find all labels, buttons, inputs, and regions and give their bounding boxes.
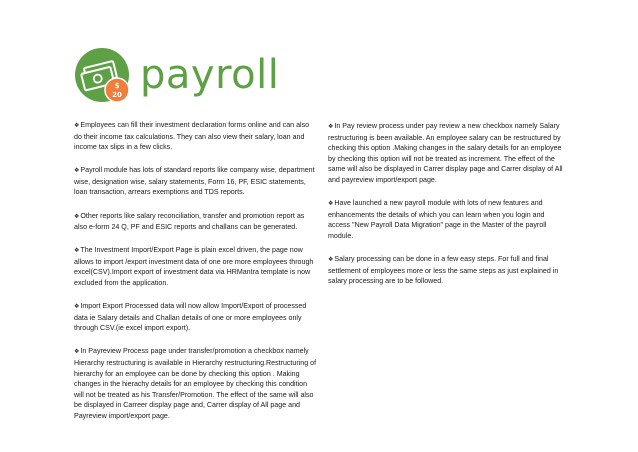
paragraph-text: Salary processing can be done in a few easy steps. For full and final settlement of employees more or less the same steps as just explained in salary processing are to be followed. — [328, 254, 559, 286]
left-paragraph-5 — [74, 301, 317, 334]
diamond-bullet-icon: ❖ — [74, 168, 80, 175]
logo-text: payroll — [140, 52, 280, 98]
right-paragraph-1 — [328, 121, 566, 186]
paragraph-text: In Payreview Process page under transfer/promotion a checkbox namely Hierarchy restructuring is available in Hierarchy restructuring.Restructuring of hierarchy for an employee can be done by checking this option . Making changes in the hierachy details for an employee by checking this condition will not be treated as his Transfer/Promotion. The effect of the same will also be displayed in Carreer display page and, Carrer display of All page and Payreview import/export page. — [74, 347, 317, 420]
left-paragraph-6 — [74, 346, 317, 421]
diamond-bullet-icon: ❖ — [74, 349, 80, 356]
paragraph-text: Import Export Processed data will now allow Import/Export of processed data ie Salary details and Challan details of one or more employees only through CSV.(ie excel import export). — [74, 302, 307, 333]
diamond-bullet-icon: ❖ — [74, 213, 80, 220]
paragraph-text: The Investment Import/Export Page is plain excel driven, the page now allows to import /export investment data of one ore more employees through excel(CSV).Import export of investment data via HRMantra template is now excluded from the application. — [74, 246, 314, 288]
diamond-bullet-icon: ❖ — [74, 304, 80, 311]
left-paragraph-3 — [74, 211, 317, 233]
badge-text: 20 — [112, 91, 122, 99]
payroll-logo — [74, 47, 314, 107]
right-paragraph-3 — [328, 254, 566, 287]
left-paragraph-2 — [74, 165, 317, 198]
diamond-bullet-icon: ❖ — [328, 201, 334, 208]
right-column — [328, 121, 566, 299]
diamond-bullet-icon: ❖ — [328, 256, 334, 263]
diamond-bullet-icon: ❖ — [74, 123, 80, 129]
svg-text:$: $ — [114, 82, 120, 90]
diamond-bullet-icon: ❖ — [74, 248, 80, 255]
left-column — [74, 120, 317, 434]
paragraph-text: Payroll module has lots of standard reports like company wise, department wise, designation wise, salary statements, Form 16, PF, ESIC statements, loan transaction, arrears exemptions and TDS reports. — [74, 166, 315, 197]
diamond-bullet-icon: ❖ — [328, 124, 334, 130]
paragraph-text: Other reports like salary reconciliation, transfer and promotion report as also e-form 24 Q, PF and ESIC reports and challans can be generated. — [74, 211, 305, 232]
paragraph-text: Employees can fill their investment declaration forms online and can also do their income tax calculations. They can also view their salary, loan and income tax slips in a few clicks. — [74, 121, 310, 152]
left-paragraph-4 — [74, 245, 317, 288]
paragraph-text: Have launched a new payroll module with lots of new features and enhancements the details of which you can learn when you login and access "New Payroll Data Migration" page in the Master of the payroll module. — [328, 199, 547, 240]
money-icon — [74, 47, 134, 107]
paragraph-text: In Pay review process under pay review a new checkbox namely Salary restructuring is been available. An employee salary can be restructured by checking this option .Making changes in the salary details for an employee by checking this option will not be treated as increment. The effect of the same will also be displayed in Carrer display page and Carrer display of All and payreview import/export page. — [328, 122, 563, 184]
right-paragraph-2 — [328, 198, 566, 241]
left-paragraph-1 — [74, 120, 317, 153]
